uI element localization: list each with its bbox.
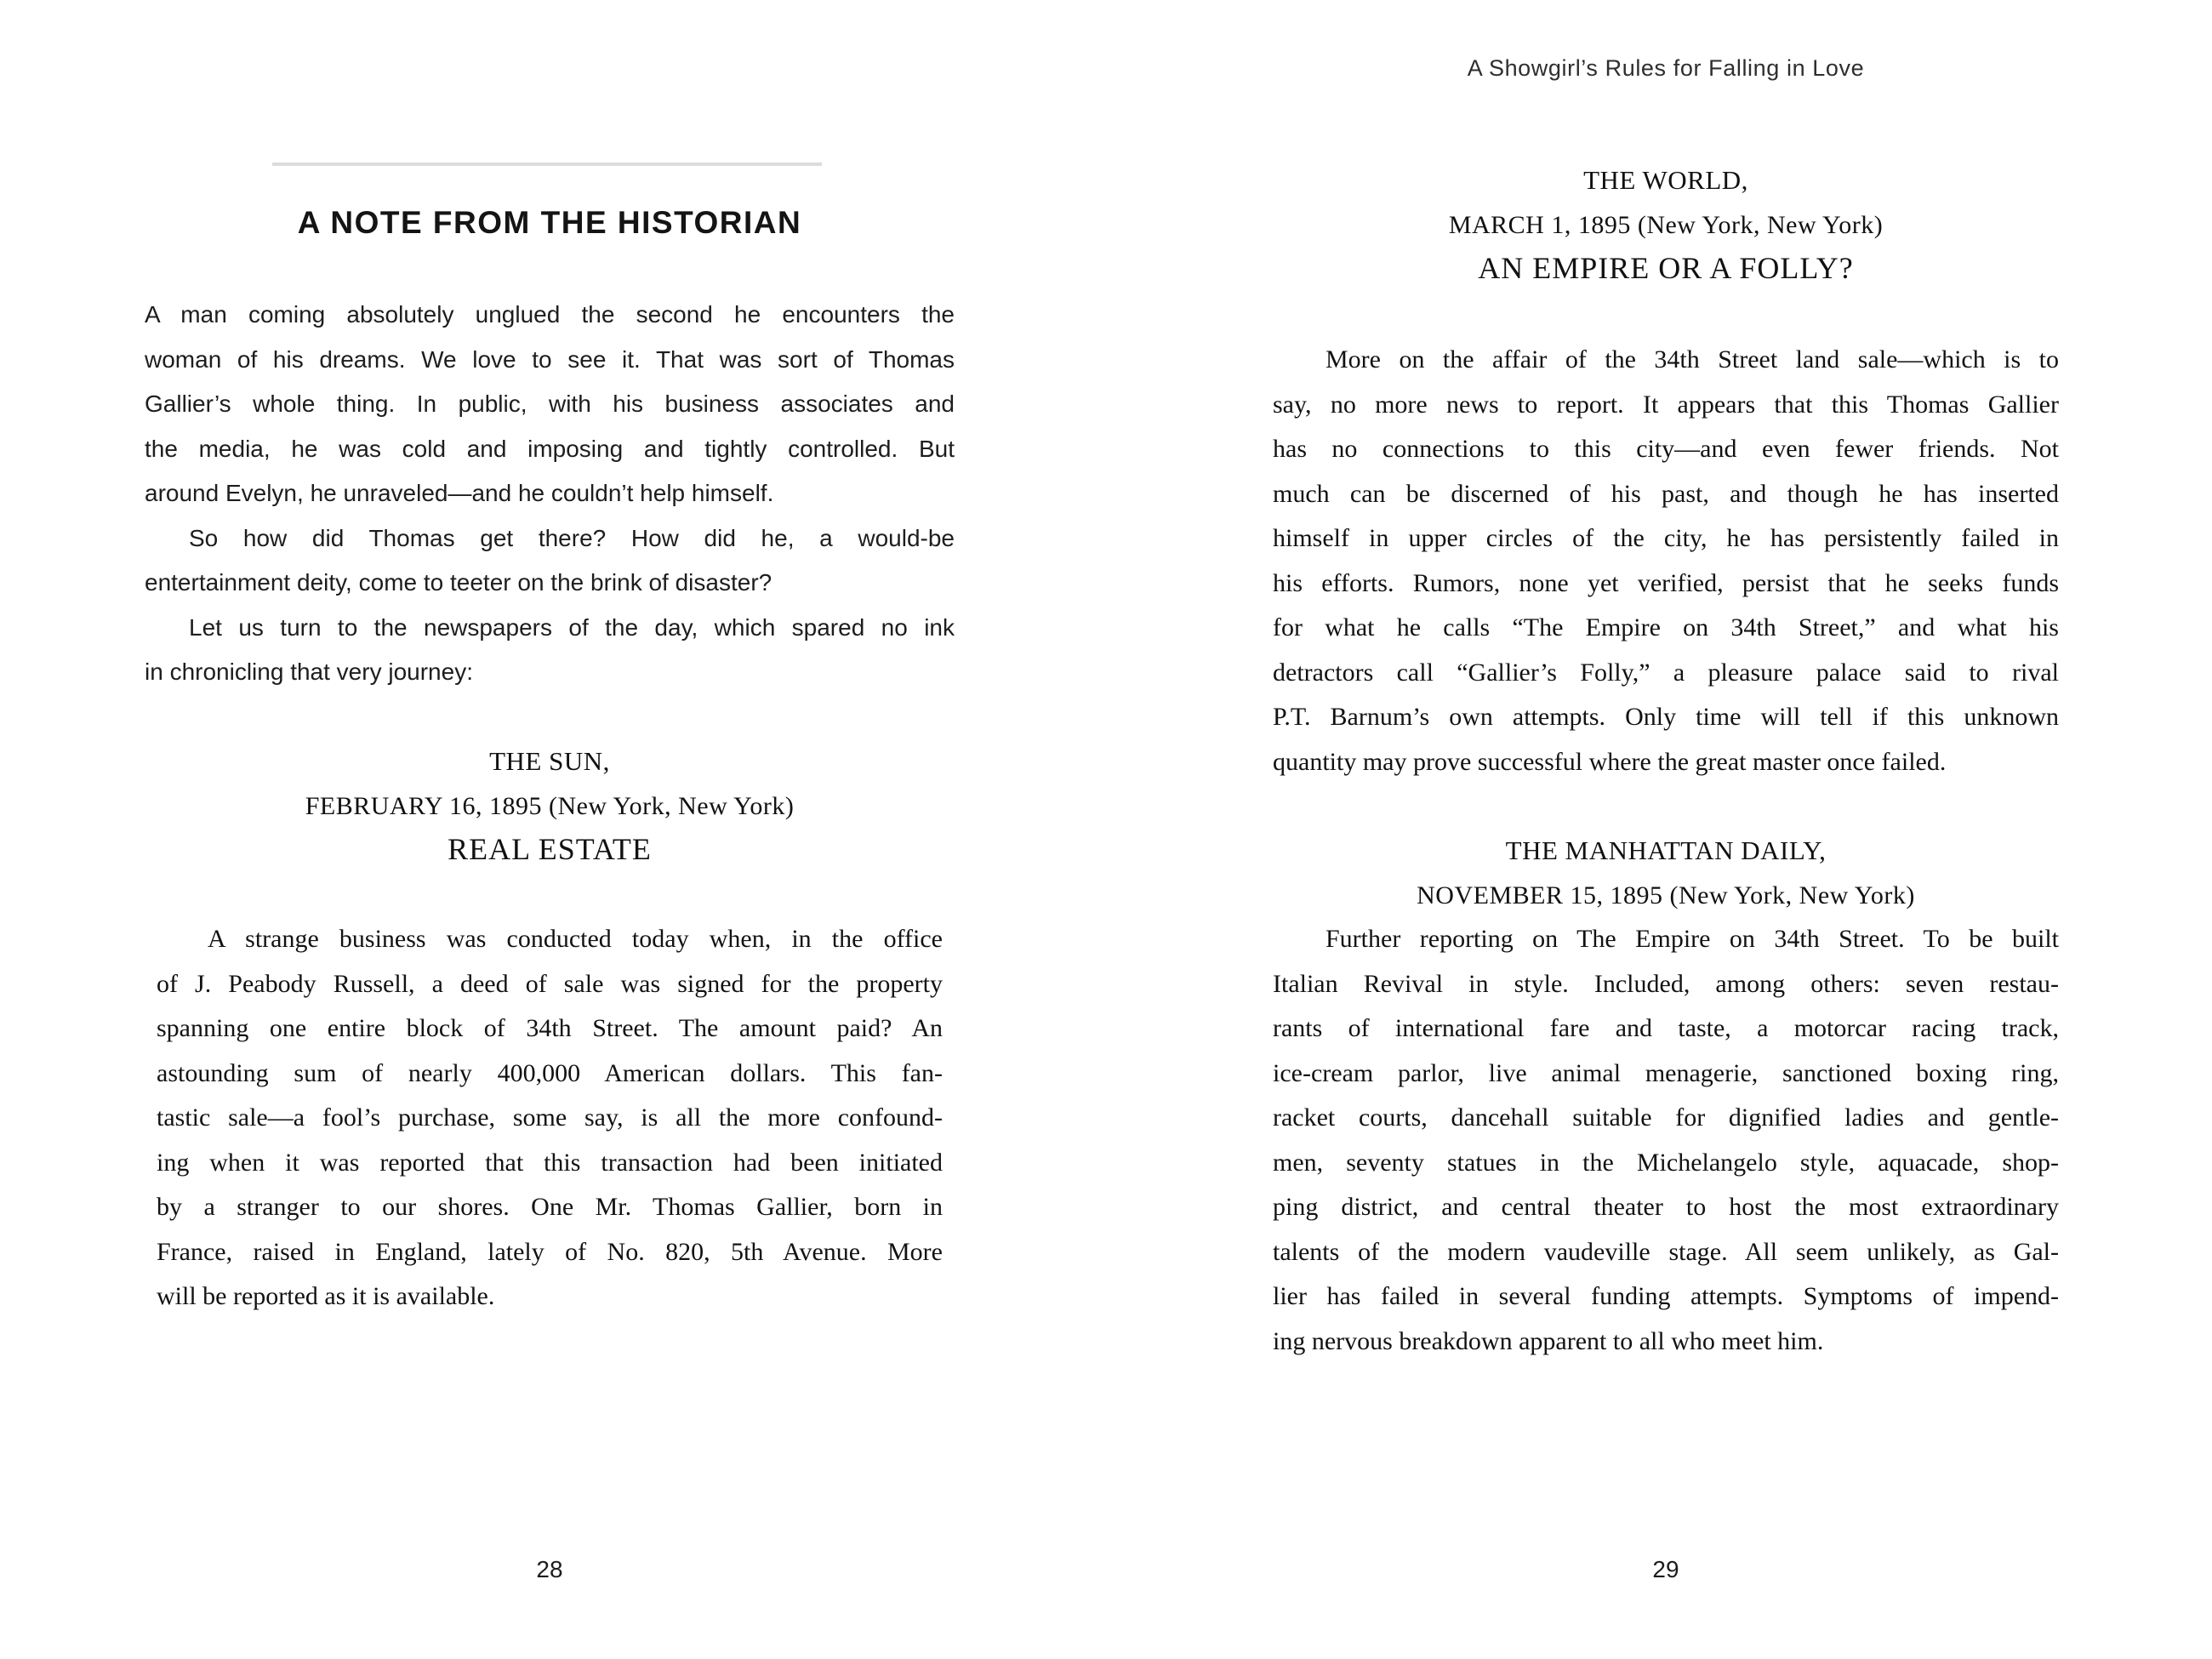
text-line: detractors call “Gallier’s Folly,” a pleasure palace said to rival [1273,658,2059,687]
section-title: A NOTE FROM THE HISTORIAN [297,205,802,240]
text-line: his efforts. Rumors, none yet verified, persist that he seeks funds [1273,568,2059,597]
text-line: has no connections to this city—and even fewer friends. Not [1273,435,2059,463]
newspaper-body [1273,338,2059,784]
text-line: More on the affair of the 34th Street land sale—which is to [1325,345,2059,373]
text-line: quantity may prove successful where the great master once failed. [1273,747,1947,776]
newspaper-heading [1273,829,2059,918]
text-line: A strange business was conducted today when, in the office [208,925,943,953]
text-line: ing nervous breakdown apparent to all who meet him. [1273,1326,1824,1355]
text-line: woman of his dreams. We love to see it. That was sort of Thomas [145,345,955,373]
newspaper-masthead: THE MANHATTAN DAILY, [1505,835,1827,865]
intro-paragraph [145,293,955,516]
text-line: rants of international fare and taste, a motorcar racing track, [1273,1014,2059,1042]
text-line: tastic sale—a fool’s purchase, some say, is all the more confound- [157,1103,943,1132]
historian-note [145,293,955,695]
text-line: Further reporting on The Empire on 34th Street. To be built [1325,925,2059,953]
text-line: lier has failed in several funding attempts. Symptoms of impend- [1273,1282,2059,1310]
section-divider-rule [272,162,822,166]
newspaper-body [157,917,943,1320]
newspaper-dateline: MARCH 1, 1895 (New York, New York) [1448,210,1884,239]
running-head: A Showgirl’s Rules for Falling in Love [1467,55,1865,81]
intro-paragraph [145,516,955,606]
text-line: ing when it was reported that this transaction had been initiated [157,1148,943,1177]
text-line: in chronicling that very journey: [145,658,473,685]
text-line: talents of the modern vaudeville stage. All seem unlikely, as Gal- [1273,1237,2059,1266]
text-line: men, seventy statues in the Michelangelo style, aquacade, shop- [1273,1148,2059,1177]
page-number: 29 [1652,1556,1679,1582]
text-line: P.T. Barnum’s own attempts. Only time will tell if this unknown [1273,703,2059,731]
page-number: 28 [536,1556,563,1582]
right-page [1273,0,2059,1659]
text-line: will be reported as it is available. [157,1282,495,1310]
text-line: himself in upper circles of the city, he has persistently failed in [1273,524,2059,552]
left-page [145,0,955,1659]
text-line: France, raised in England, lately of No. 820, 5th Avenue. More [157,1237,943,1266]
newspaper-dateline: FEBRUARY 16, 1895 (New York, New York) [305,791,795,820]
newspaper-masthead: THE WORLD, [1583,165,1748,195]
newspaper-dateline: NOVEMBER 15, 1895 (New York, New York) [1417,881,1915,909]
text-line: much can be discerned of his past, and though he has inserted [1273,479,2059,508]
text-line: So how did Thomas get there? How did he, a would-be [189,524,955,551]
text-line: ice-cream parlor, live animal menagerie, sanctioned boxing ring, [1273,1058,2059,1087]
text-line: racket courts, dancehall suitable for dignified ladies and gentle- [1273,1103,2059,1132]
text-line: of J. Peabody Russell, a deed of sale was signed for the property [157,969,943,998]
newspaper-headline: REAL ESTATE [448,832,652,866]
newspaper-heading [145,739,955,869]
text-line: for what he calls “The Empire on 34th Street,” and what his [1273,613,2059,641]
text-line: Italian Revival in style. Included, among others: seven restau- [1273,969,2059,998]
intro-paragraph [145,606,955,695]
text-line: Let us turn to the newspapers of the day, which spared no ink [189,613,955,641]
newspaper-heading [1273,158,2059,288]
text-line: say, no more news to report. It appears that this Thomas Gallier [1273,390,2059,419]
text-line: by a stranger to our shores. One Mr. Thomas Gallier, born in [157,1193,943,1221]
text-line: A man coming absolutely unglued the second he encounters the [145,301,955,328]
newspaper-body [1273,917,2059,1364]
text-line: Gallier’s whole thing. In public, with his business associates and [145,391,955,417]
text-line: ping district, and central theater to host the most extraordinary [1273,1193,2059,1221]
text-line: the media, he was cold and imposing and tightly controlled. But [145,435,955,462]
text-line: entertainment deity, come to teeter on the brink of disaster? [145,569,772,596]
text-line: around Evelyn, he unraveled—and he couldn’t help himself. [145,480,774,506]
newspaper-masthead: THE SUN, [489,746,610,776]
text-line: astounding sum of nearly 400,000 American dollars. This fan- [157,1058,943,1087]
newspaper-headline: AN EMPIRE OR A FOLLY? [1478,251,1854,285]
text-line: spanning one entire block of 34th Street. The amount paid? An [157,1014,943,1042]
